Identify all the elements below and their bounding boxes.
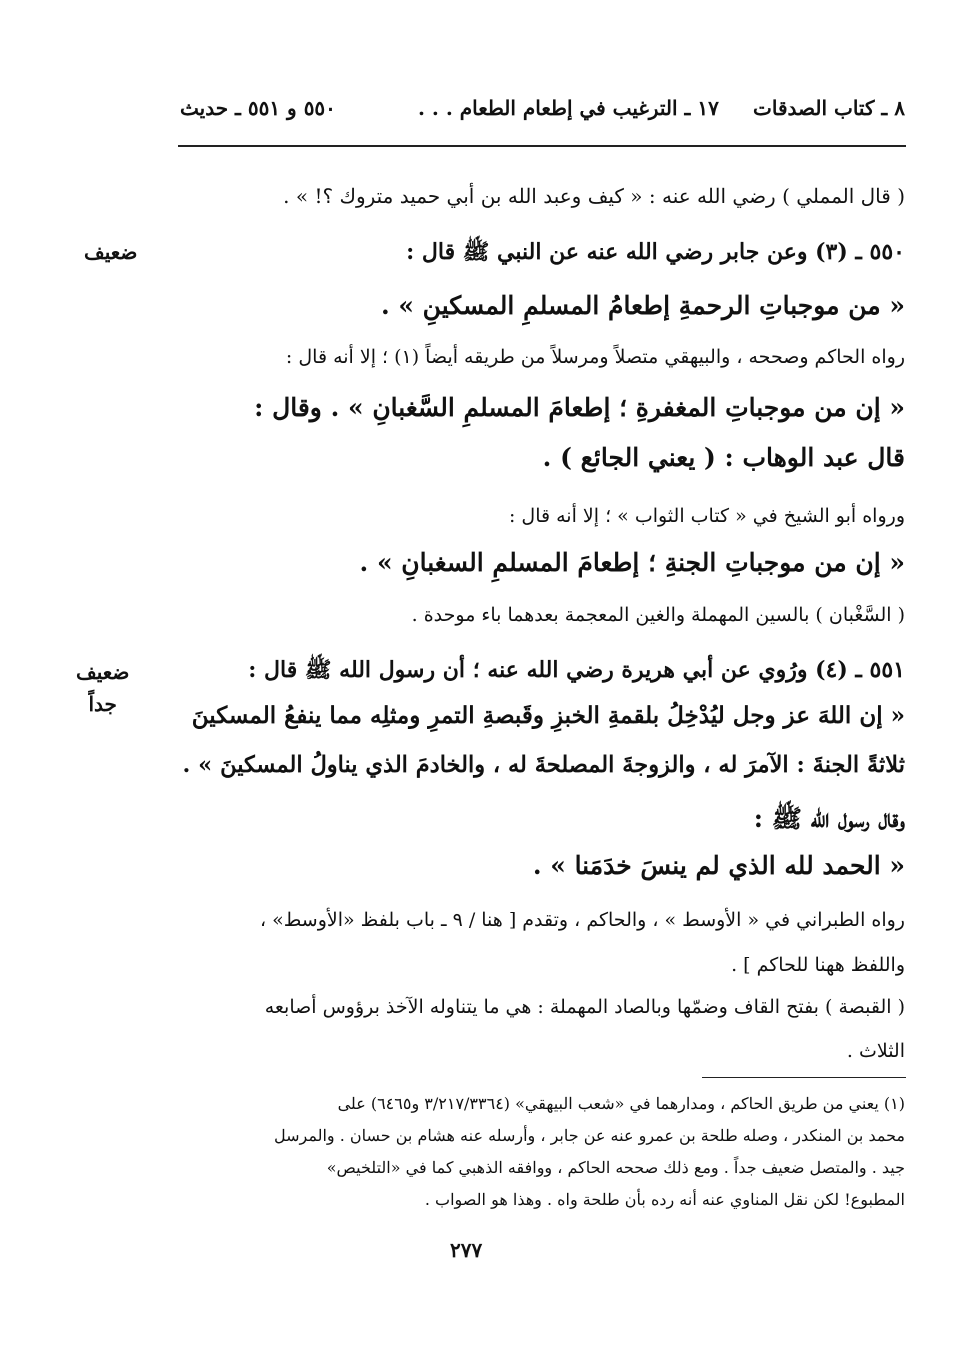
footnote-line-1: (١) يعني من طريق الحاكم ، ومدارهما في «شعب البيهقي» (٣/٢١٧/٣٣٦٤ و٦٤٦٥) على xyxy=(337,1094,905,1113)
hadith-551-source-1: رواه الطبراني في « الأوسط » ، والحاكم ، وتقدم [ هنا / ٩ ـ باب بلفظ «الأوسط» ، xyxy=(259,909,905,931)
grade-hadith-550: ضعيف xyxy=(84,240,138,264)
hadith-550-intro: ٥٥٠ ـ (٣) وعن جابر رضي الله عنه عن النبي ﷺ قال : xyxy=(406,239,905,265)
footnote-line-2: محمد بن المنكدر ، وصله طلحة بن عمرو عنه عن جابر ، وأرسله عنه هشام بن حسان . والمرسل xyxy=(273,1126,905,1145)
hadith-550-gloss: ( السَّغْبان ) بالسين المهملة والغين المعجمة بعدهما باء موحدة . xyxy=(411,604,905,626)
footnote-line-4: المطبوع! لكن نقل المناوي عنه أنه رده بأن طلحة واه . وهذا هو الصواب . xyxy=(424,1190,905,1209)
footnote-line-3: جيد . والمتصل ضعيف جداً . ومع ذلك صححه الحاكم ، ووافقه الذهبي كما في «التلخيص» xyxy=(326,1158,905,1177)
hadith-550-variant-2: قال عبد الوهاب : ( يعني الجائع ) . xyxy=(542,443,905,472)
grade-hadith-551-word-2: جداً xyxy=(88,692,117,716)
hadith-550-text: « من موجباتِ الرحمةِ إطعامُ المسلمِ المسكينِ » . xyxy=(380,291,905,320)
hadith-551-text-4: « الحمد لله الذي لم ينسَ خدَمَنا » . xyxy=(532,851,905,880)
hadith-551-text-2: ثلاثةً الجنةَ : الآمرَ له ، والزوجةَ المصلحةَ له ، والخادمَ الذي يناولُ المسكينَ » . xyxy=(182,752,905,778)
hadith-551-gloss-2: الثلاث . xyxy=(846,1040,905,1062)
hadith-551-text-3: وقال رسول الله ﷺ : xyxy=(753,804,905,833)
hadith-551-gloss-1: ( القبصة ) بفتح القاف وضمّها وبالصاد المهملة : هي ما يتناوله الآخذ برؤوس أصابعه xyxy=(264,996,905,1018)
hadith-551-intro: ٥٥١ ـ (٤) ورُوي عن أبي هريرة رضي الله عنه ؛ أن رسول الله ﷺ قال : xyxy=(248,657,905,683)
grade-hadith-551-word-1: ضعيف xyxy=(76,660,130,684)
running-header-section: ١٧ ـ الترغيب في إطعام الطعام . . . xyxy=(418,96,719,120)
hadith-551-text-1: « إن اللهَ عز وجل ليُدْخِلُ بلقمةِ الخبزِ وقَبصةِ التمرِ ومثلِه مما ينفعُ المسكينَ xyxy=(191,702,905,729)
hadith-550-source: رواه الحاكم وصححه ، والبيهقي متصلاً ومرسلاً من طريقه أيضاً (١) ؛ إلا أنه قال : xyxy=(285,346,905,368)
commentary-line: ( قال المملي ) رضي الله عنه : « كيف وعبد الله بن أبي حميد متروك ؟! » . xyxy=(283,184,905,208)
hadith-551-source-2: واللفظ ههنا للحاكم ] . xyxy=(731,954,905,976)
header-rule xyxy=(178,145,906,147)
running-header-hadith-range: ٥٥٠ و ٥٥١ ـ حديث xyxy=(180,96,336,120)
hadith-550-variant-3: « إن من موجباتِ الجنةِ ؛ إطعامَ المسلمِ السغبانِ » . xyxy=(359,548,905,577)
hadith-550-variant-1: « إن من موجباتِ المغفرةِ ؛ إطعامَ المسلمِ السَّغبانِ » . وقال : xyxy=(254,393,905,422)
hadith-550-source-2: ورواه أبو الشيخ في « كتاب الثواب » ؛ إلا أنه قال : xyxy=(508,505,905,527)
page-number: ٢٧٧ xyxy=(450,1238,483,1262)
grade-hadith-551 xyxy=(76,656,129,720)
running-header-chapter: ٨ ـ كتاب الصدقات xyxy=(753,96,905,120)
footnote-rule xyxy=(702,1077,906,1078)
